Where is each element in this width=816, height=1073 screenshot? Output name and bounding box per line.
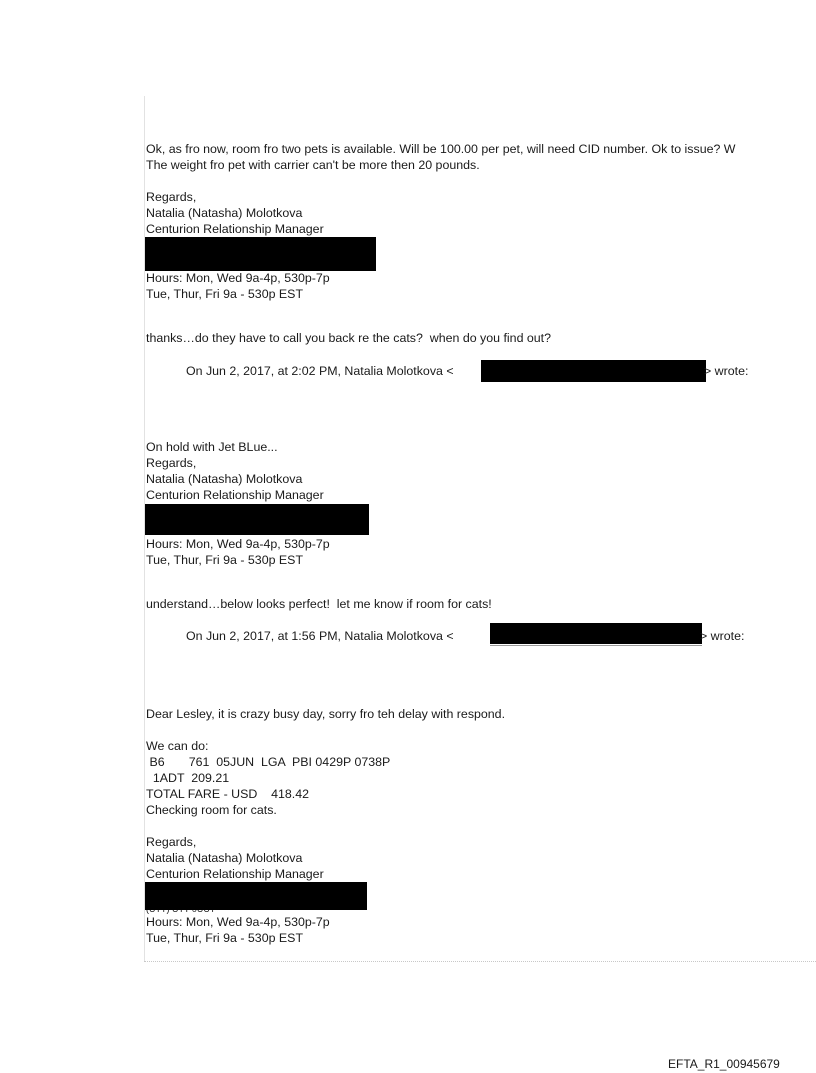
signature-2-name: Natalia (Natasha) Molotkova [146,472,303,486]
signature-1-hours-2: Tue, Thur, Fri 9a - 530p EST [146,287,304,301]
signature-3-redaction [145,882,367,910]
signature-2-hours-2: Tue, Thur, Fri 9a - 530p EST [146,553,304,567]
signature-2-redaction [145,504,369,535]
message-2-body: thanks…do they have to call you back re the cats? when do you find out? [146,331,552,345]
signature-3-hours-1: Hours: Mon, Wed 9a-4p, 530p-7p [146,915,330,929]
message-4-email-underline [490,645,702,646]
signature-1-hours-1: Hours: Mon, Wed 9a-4p, 530p-7p [146,271,330,285]
signature-1-title: Centurion Relationship Manager [146,222,324,236]
message-3-body: On hold with Jet BLue... [146,440,278,454]
email-frame-bottom-border [144,961,816,962]
signature-1-regards: Regards, [146,190,197,204]
signature-3-name: Natalia (Natasha) Molotkova [146,851,303,865]
signature-1-name: Natalia (Natasha) Molotkova [146,206,303,220]
message-4-quote-prefix: On Jun 2, 2017, at 1:56 PM, Natalia Molotkova < [186,629,454,643]
message-5-we-can-do: We can do: [146,739,209,753]
message-5-total-fare: TOTAL FARE - USD 418.42 [146,787,309,801]
signature-3-hours-2: Tue, Thur, Fri 9a - 530p EST [146,931,304,945]
message-2-quote-prefix: On Jun 2, 2017, at 2:02 PM, Natalia Molotkova < [186,364,454,378]
signature-3-regards: Regards, [146,835,197,849]
signature-2-regards: Regards, [146,456,197,470]
message-4-body: understand…below looks perfect! let me know if room for cats! [146,597,492,611]
message-5-checking-room: Checking room for cats. [146,803,277,817]
signature-1-redaction [145,237,376,271]
message-5-greeting: Dear Lesley, it is crazy busy day, sorry fro teh delay with respond. [146,707,506,721]
signature-2-title: Centurion Relationship Manager [146,488,324,502]
signature-3-title: Centurion Relationship Manager [146,867,324,881]
message-2-quote-suffix: > wrote: [704,364,749,378]
message-1-body-line-1: Ok, as fro now, room fro two pets is available. Will be 100.00 per pet, will need CID number. Ok to issue? W [146,142,736,156]
message-4-email-redaction [490,623,702,644]
message-2-email-redaction [481,360,706,382]
message-5-passengers: 1ADT 209.21 [146,771,230,785]
message-4-quote-suffix: > wrote: [700,629,745,643]
document-id-footer: EFTA_R1_00945679 [668,1057,780,1071]
message-5-itinerary: B6 761 05JUN LGA PBI 0429P 0738P [146,755,391,769]
signature-2-hours-1: Hours: Mon, Wed 9a-4p, 530p-7p [146,537,330,551]
message-1-body-line-2: The weight fro pet with carrier can't be more then 20 pounds. [146,158,480,172]
